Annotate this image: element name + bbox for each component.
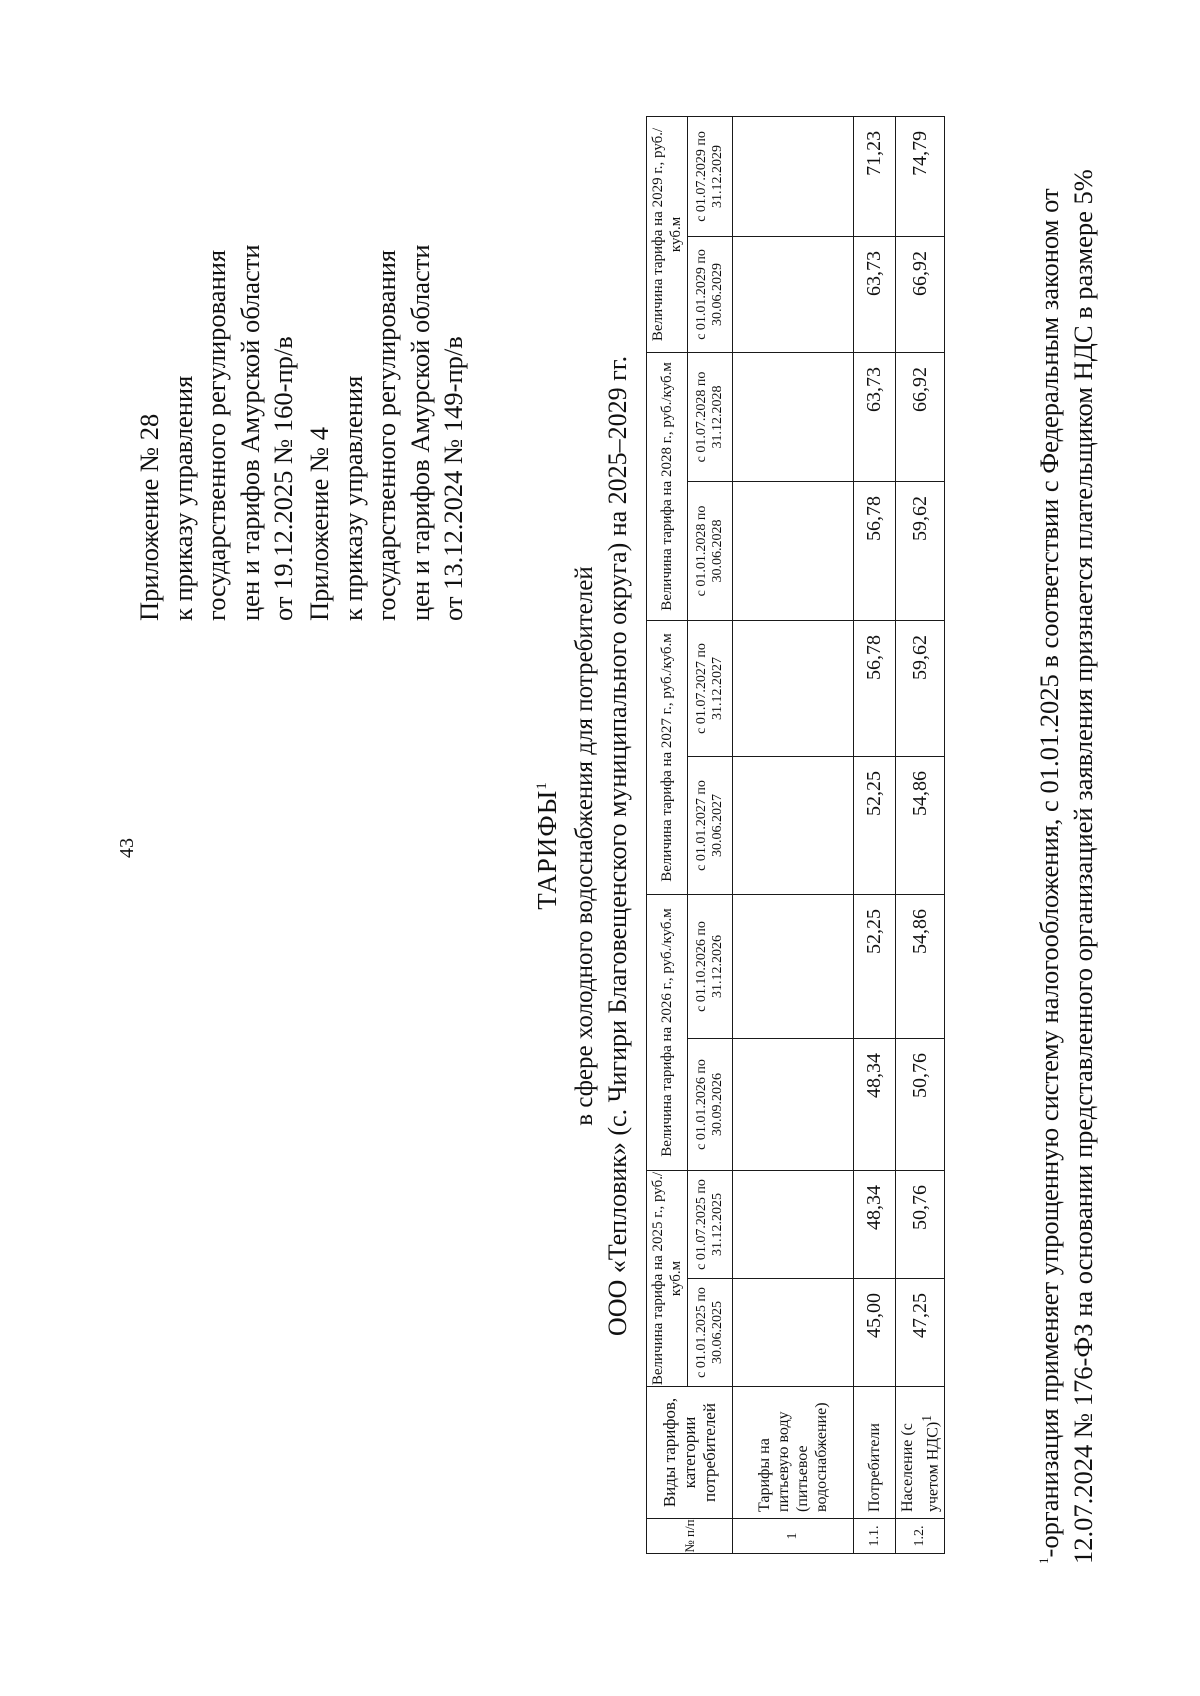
tariff-value: 52,25 [854,894,896,1038]
section-number: 1 [733,1519,854,1554]
column-header-year-2027: Величина тарифа на 2027 г., руб./куб.м [647,620,688,894]
annex-header-current [133,21,301,621]
empty-cell [733,756,854,894]
period-header: с 01.10.2026 по 31.12.2026 [688,894,733,1038]
table-row-consumers [854,116,896,1553]
tariff-table [646,116,945,1554]
period-header: с 01.01.2029 по 30.06.2029 [688,236,733,352]
annex-line: от 13.12.2024 № 149-пр/в [438,336,468,621]
period-header: с 01.01.2028 по 30.06.2028 [688,481,733,620]
footnote-line [1066,84,1100,1564]
row-number: 1.2. [896,1519,945,1554]
document-organization: ООО «Тепловик» (с. Чигири Благовещенского муниципального округа) на 2025–2029 гг. [603,355,632,1337]
title-text: ТАРИФЫ [532,789,562,910]
page-number: 43 [116,838,138,858]
section-name: Тарифы на питьевую воду (питьевое водоснабжение) [733,1387,854,1519]
empty-cell [733,1170,854,1278]
tariff-value: 54,86 [896,894,945,1038]
table-period-row [688,116,733,1553]
period-header: с 01.01.2025 по 30.06.2025 [688,1279,733,1387]
table-header-row [647,116,688,1553]
empty-cell [733,1038,854,1170]
tariff-value: 47,25 [896,1279,945,1387]
tariff-value: 59,62 [896,620,945,756]
table-section-row [733,116,854,1553]
footnote-mark: 1 [1036,1557,1051,1564]
empty-cell [733,620,854,756]
annex-line: к приказу управления [337,375,368,621]
tariff-value: 45,00 [854,1279,896,1387]
tariff-value: 54,86 [896,756,945,894]
tariff-value: 66,92 [896,236,945,352]
column-header-year-2025: Величина тарифа на 2025 г., руб./куб.м [647,1170,688,1386]
row-name [896,1387,945,1519]
footnote-text: -организация применяет упрощенную систему налогообложения, с 01.01.2025 в соответствии с Федеральным законом от [1033,188,1064,1558]
annex-line: к приказу управления [167,375,198,621]
row-name-footnote-mark: 1 [918,1415,934,1422]
tariff-value: 50,76 [896,1170,945,1278]
tariff-value: 56,78 [854,481,896,620]
tariff-value: 66,92 [896,352,945,481]
footnote [1027,84,1100,1564]
table-row-population [896,116,945,1553]
period-header: с 01.01.2027 по 30.06.2027 [688,756,733,894]
tariff-value: 48,34 [854,1038,896,1170]
annex-header-previous [303,21,471,621]
tariff-value: 71,23 [854,116,896,236]
footnote-line [1027,84,1066,1564]
tariff-value: 63,73 [854,352,896,481]
tariff-value: 74,79 [896,116,945,236]
period-header: с 01.07.2025 по 31.12.2025 [688,1170,733,1278]
tariff-value: 63,73 [854,236,896,352]
column-header-year-2028: Величина тарифа на 2028 г., руб./куб.м [647,352,688,620]
column-header-tariff-kind: Виды тарифов, категории потребителей [647,1387,733,1519]
tariff-value: 59,62 [896,481,945,620]
row-name-text: Потребители [866,1423,883,1512]
tariff-value: 50,76 [896,1038,945,1170]
column-header-number: № п/п [647,1519,733,1554]
empty-cell [733,352,854,481]
column-header-year-2026: Величина тарифа на 2026 г., руб./куб.м [647,894,688,1170]
annex-line: Приложение № 4 [304,426,334,621]
document-subtitle: в сфере холодного водоснабжения для потребителей [571,566,598,1126]
empty-cell [733,481,854,620]
tariff-value: 56,78 [854,620,896,756]
empty-cell [733,894,854,1038]
annex-line: государственного регулирования [201,249,231,621]
column-header-year-2029: Величина тарифа на 2029 г., руб./куб.м [647,116,688,352]
period-header: с 01.01.2026 по 30.09.2026 [688,1038,733,1170]
period-header: с 01.07.2028 по 31.12.2028 [688,352,733,481]
period-header: с 01.07.2029 по 31.12.2029 [688,116,733,236]
period-header: с 01.07.2027 по 31.12.2027 [688,620,733,756]
row-name [854,1387,896,1519]
annex-line: от 19.12.2025 № 160-пр/в [268,336,298,621]
annex-line: цен и тарифов Амурской области [404,244,435,621]
tariff-value: 52,25 [854,756,896,894]
row-name-text: Население (с учетом НДС) [898,1421,942,1512]
empty-cell [733,116,854,236]
empty-cell [733,1279,854,1387]
annex-line: цен и тарифов Амурской области [234,244,265,621]
row-number: 1.1. [854,1519,896,1554]
tariff-value: 48,34 [854,1170,896,1278]
annex-line: государственного регулирования [371,249,401,621]
title-footnote-mark: 1 [534,782,550,790]
empty-cell [733,236,854,352]
document-title [532,346,563,1346]
footnote-text: 12.07.2024 № 176-ФЗ на основании представленного организацией заявления признается плательщиком НДС в размере 5% [1067,169,1098,1564]
annex-line: Приложение № 28 [134,413,164,621]
